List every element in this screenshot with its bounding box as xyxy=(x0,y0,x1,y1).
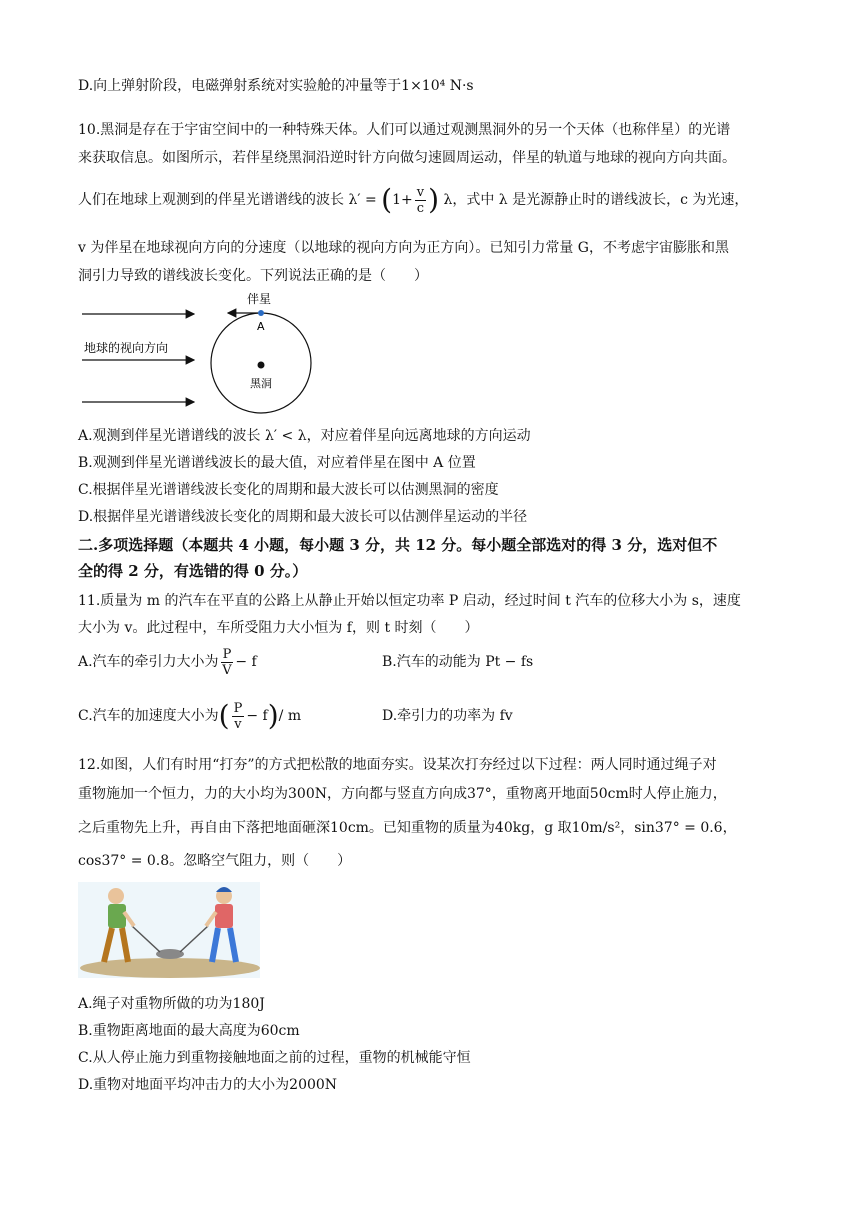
q10-option-a: A.观测到伴星光谱谱线的波长 λ′ < λ，对应着伴星向远离地球的方向运动 xyxy=(78,428,531,444)
companion-star-dot xyxy=(258,310,264,316)
q11-option-a xyxy=(78,644,257,680)
q10-line-1: 10.黑洞是存在于宇宙空间中的一种特殊天体。人们可以通过观测黑洞外的另一个天体（也称伴星）的光谱 xyxy=(78,122,731,138)
q11-option-d: D.牵引力的功率为 fv xyxy=(382,708,513,724)
q10-line-5: 洞引力导致的谱线波长变化。下列说法正确的是（ ） xyxy=(78,268,428,284)
formula-one: 1 xyxy=(392,192,401,208)
q12-option-d: D.重物对地面平均冲击力的大小为2000N xyxy=(78,1077,338,1093)
fraction-p-over-v-lower xyxy=(232,701,245,732)
q11-option-c-text: C.汽车的加速度大小为 xyxy=(78,708,219,724)
q11-line-1: 11.质量为 m 的汽车在平直的公路上从静止开始以恒定功率 P 启动，经过时间 t 汽车的位移大小为 s，速度 xyxy=(78,593,741,609)
fraction-denominator: v xyxy=(234,716,242,732)
q11-option-b: B.汽车的动能为 Pt − fs xyxy=(382,654,534,670)
tamping-illustration xyxy=(78,882,260,978)
q11-option-c: C.汽车的加速度大小为( $\frac{P}{v}$ − f)/ m xyxy=(78,699,302,732)
q10-formula-lead: 人们在地球上观测到的伴星光谱谱线的波长 λ′ = xyxy=(78,192,377,208)
q12-option-c: C.从人停止施力到重物接触地面之前的过程，重物的机械能守恒 xyxy=(78,1050,471,1066)
q10-line-2: 来获取信息。如图所示，若伴星绕黑洞沿逆时针方向做匀速圆周运动，伴星的轨道与地球的视向方向共面。 xyxy=(78,150,736,166)
section-2-heading-line-2: 全的得 2 分，有选错的得 0 分。） xyxy=(78,562,308,580)
q11-option-c-tail: / m xyxy=(278,708,302,724)
black-hole-label: 黑洞 xyxy=(250,377,272,390)
q9-option-d: D.向上弹射阶段，电磁弹射系统对实验舱的冲量等于1×10⁴ N·s xyxy=(78,78,474,94)
q10-option-b: B.观测到伴星光谱谱线波长的最大值，对应着伴星在图中 A 位置 xyxy=(78,455,476,471)
fraction-numerator: P xyxy=(233,700,243,716)
q12-line-4: cos37° = 0.8。忽略空气阻力，则（ ） xyxy=(78,853,352,869)
q12-option-a: A.绳子对重物所做的功为180J xyxy=(78,996,265,1012)
formula-plus: + xyxy=(401,192,413,208)
left-person-head xyxy=(108,888,124,904)
black-hole-dot xyxy=(258,362,265,369)
q10-formula-tail: λ，式中 λ 是光源静止时的谱线波长，c 为光速， xyxy=(443,192,749,208)
q10-line-4: v 为伴星在地球视向方向的分速度（以地球的视向方向为正方向）。已知引力常量 G，不考虑宇宙膨胀和黑 xyxy=(78,240,729,256)
formula-minus-f: − f xyxy=(246,708,268,724)
weight-stone xyxy=(156,949,184,959)
black-hole-diagram xyxy=(78,290,338,420)
fraction-denominator: c xyxy=(416,200,425,216)
q11-line-2: 大小为 v。此过程中，车所受阻力大小恒为 f，则 t 时刻（ ） xyxy=(78,620,479,636)
left-person-body xyxy=(108,904,126,928)
companion-label: 伴星 xyxy=(247,292,272,306)
q11-option-a-tail: − f xyxy=(235,654,257,670)
section-2-heading-line-1: 二.多项选择题（本题共 4 小题，每小题 3 分，共 12 分。每小题全部选对的得 3 分，选对但不 xyxy=(78,536,718,554)
q10-line-3: 人们在地球上观测到的伴星光谱谱线的波长 λ′ = (1+ $\frac{v}{c}$ ) λ，式中 λ 是光源静止时的谱线波长，c 为光速， xyxy=(78,183,749,216)
right-person-body xyxy=(215,904,233,928)
formula-fraction-v-c xyxy=(415,185,426,216)
fraction-numerator: P xyxy=(222,646,232,662)
q12-line-2: 重物施加一个恒力，力的大小均为300N，方向都与竖直方向成37°，重物离开地面50cm时人停止施力， xyxy=(78,786,727,802)
q12-option-b: B.重物距离地面的最大高度为60cm xyxy=(78,1023,300,1039)
direction-label: 地球的视向方向 xyxy=(84,341,169,355)
fraction-numerator: v xyxy=(416,184,425,200)
q12-line-3: 之后重物先上升，再自由下落把地面砸深10cm。已知重物的质量为40kg，g 取10m/s²，sin37° = 0.6， xyxy=(78,820,737,836)
q11-option-a-text: A.汽车的牵引力大小为 xyxy=(78,654,219,670)
q10-option-d: D.根据伴星光谱谱线波长变化的周期和最大波长可以估测伴星运动的半径 xyxy=(78,509,528,525)
q12-line-1: 12.如图，人们有时用“打夯”的方式把松散的地面夯实。设某次打夯经过以下过程：两人同时通过绳子对 xyxy=(78,757,717,773)
fraction-denominator: V xyxy=(222,662,232,678)
point-a-label: A xyxy=(257,320,265,333)
fraction-p-over-v xyxy=(221,647,234,678)
q10-option-c: C.根据伴星光谱谱线波长变化的周期和最大波长可以估测黑洞的密度 xyxy=(78,482,499,498)
